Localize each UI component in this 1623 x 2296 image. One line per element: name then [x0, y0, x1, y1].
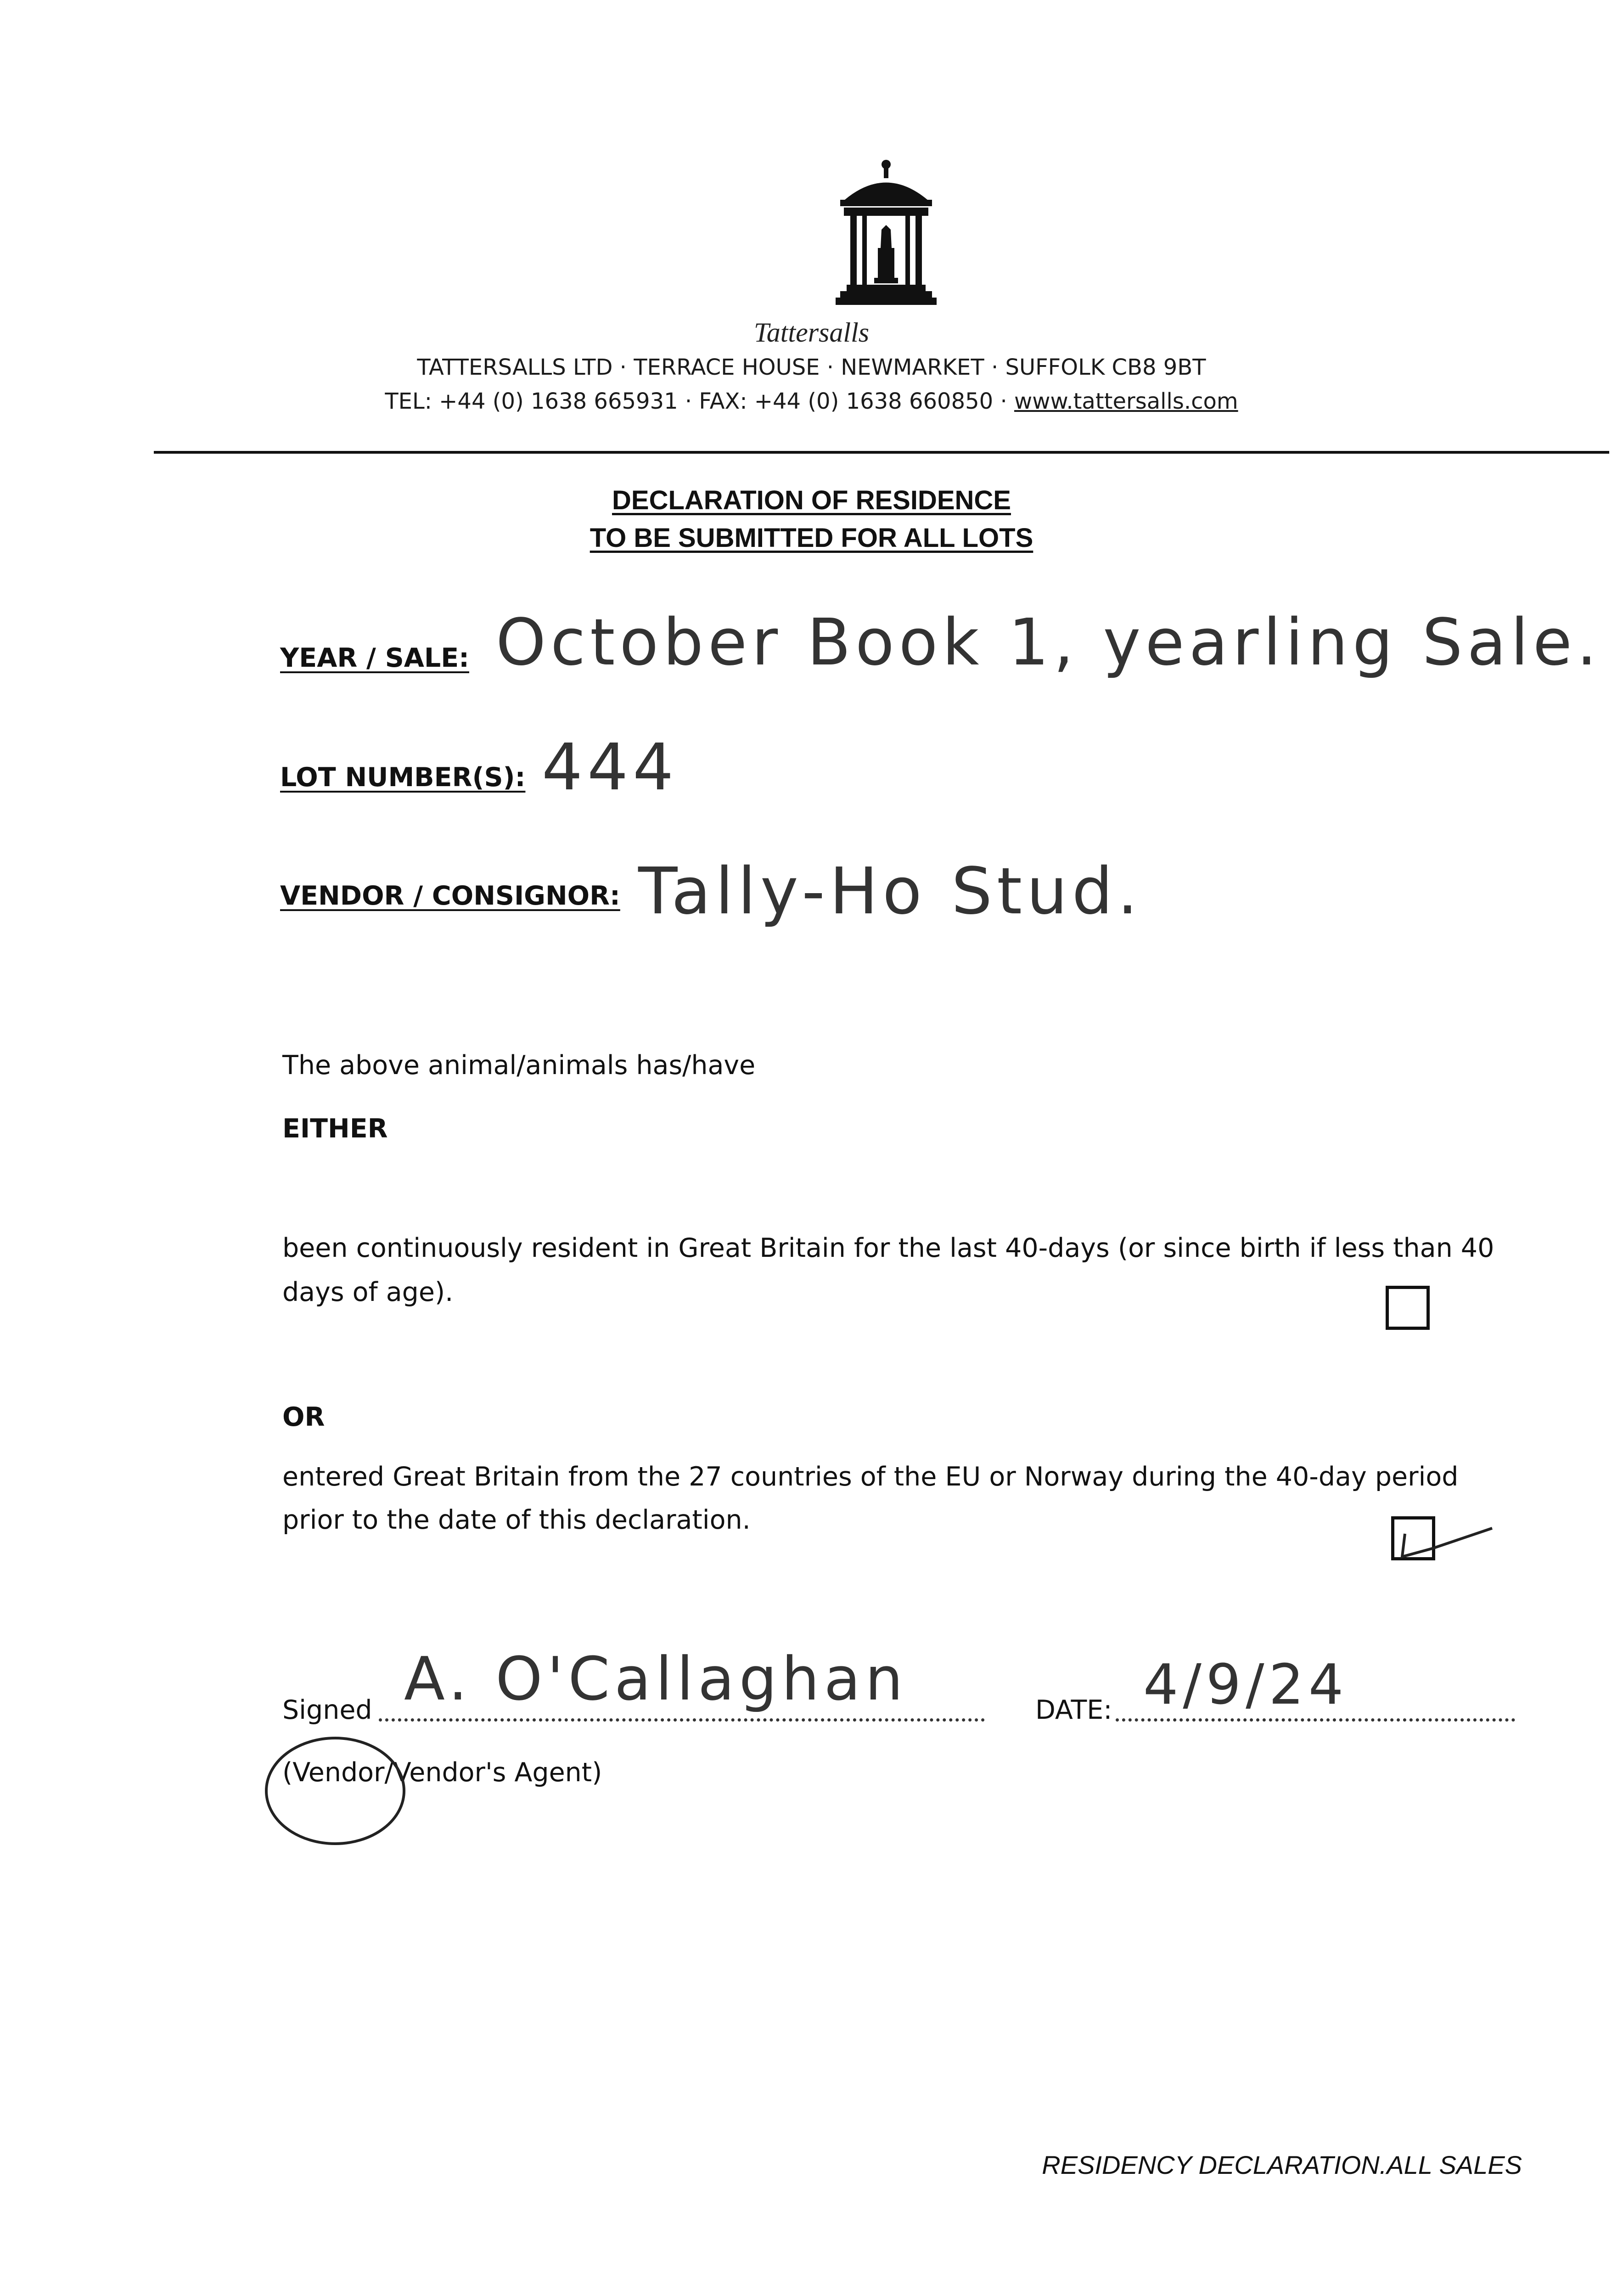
company-address: TATTERSALLS LTD · TERRACE HOUSE · NEWMARKET · SUFFOLK CB8 9BT [417, 355, 1206, 380]
vendor-circle-mark [257, 1727, 413, 1855]
brand-name: Tattersalls [753, 317, 870, 348]
header-divider [154, 451, 1609, 454]
tattersalls-logo [826, 156, 946, 321]
date-line [1116, 1718, 1515, 1722]
date-label: DATE: [1035, 1695, 1112, 1725]
signature-value[interactable]: A. O'Callaghan [404, 1644, 908, 1714]
form-title: DECLARATION OF RESIDENCE [612, 485, 1011, 515]
option2-text-line2: prior to the date of this declaration. [282, 1505, 751, 1535]
company-contact [0, 388, 1623, 414]
or-heading: OR [282, 1402, 325, 1432]
date-value[interactable]: 4/9/24 [1143, 1653, 1348, 1717]
vendor-consignor-label: VENDOR / CONSIGNOR: [280, 881, 620, 911]
contact-phone-fax: TEL: +44 (0) 1638 665931 · FAX: +44 (0) 1638 660850 · [385, 388, 1014, 414]
lot-number-value[interactable]: 444 [542, 730, 679, 805]
signer-role: (Vendor/Vendor's Agent) [282, 1757, 602, 1788]
option1-text-line1: been continuously resident in Great Britain for the last 40-days (or since birth if less than 40 [282, 1233, 1494, 1263]
option2-tick-mark [1396, 1515, 1501, 1566]
form-subtitle: TO BE SUBMITTED FOR ALL LOTS [590, 523, 1033, 553]
declaration-intro: The above animal/animals has/have [282, 1050, 756, 1080]
website-link[interactable]: www.tattersalls.com [1014, 388, 1238, 414]
option2-text-line1: entered Great Britain from the 27 countries of the EU or Norway during the 40-day period [282, 1462, 1459, 1492]
option1-text-line2: days of age). [282, 1277, 454, 1307]
lot-number-label: LOT NUMBER(S): [280, 762, 526, 793]
footer-reference: RESIDENCY DECLARATION.ALL SALES [1042, 2150, 1522, 2179]
either-heading: EITHER [282, 1114, 388, 1144]
year-sale-value[interactable]: October Book 1, yearling Sale. [496, 605, 1601, 680]
signature-line [379, 1718, 985, 1722]
vendor-consignor-value[interactable]: Tally-Ho Stud. [638, 854, 1143, 929]
year-sale-label: YEAR / SALE: [280, 643, 469, 673]
option1-checkbox[interactable] [1386, 1286, 1430, 1330]
signed-label: Signed [282, 1695, 372, 1725]
